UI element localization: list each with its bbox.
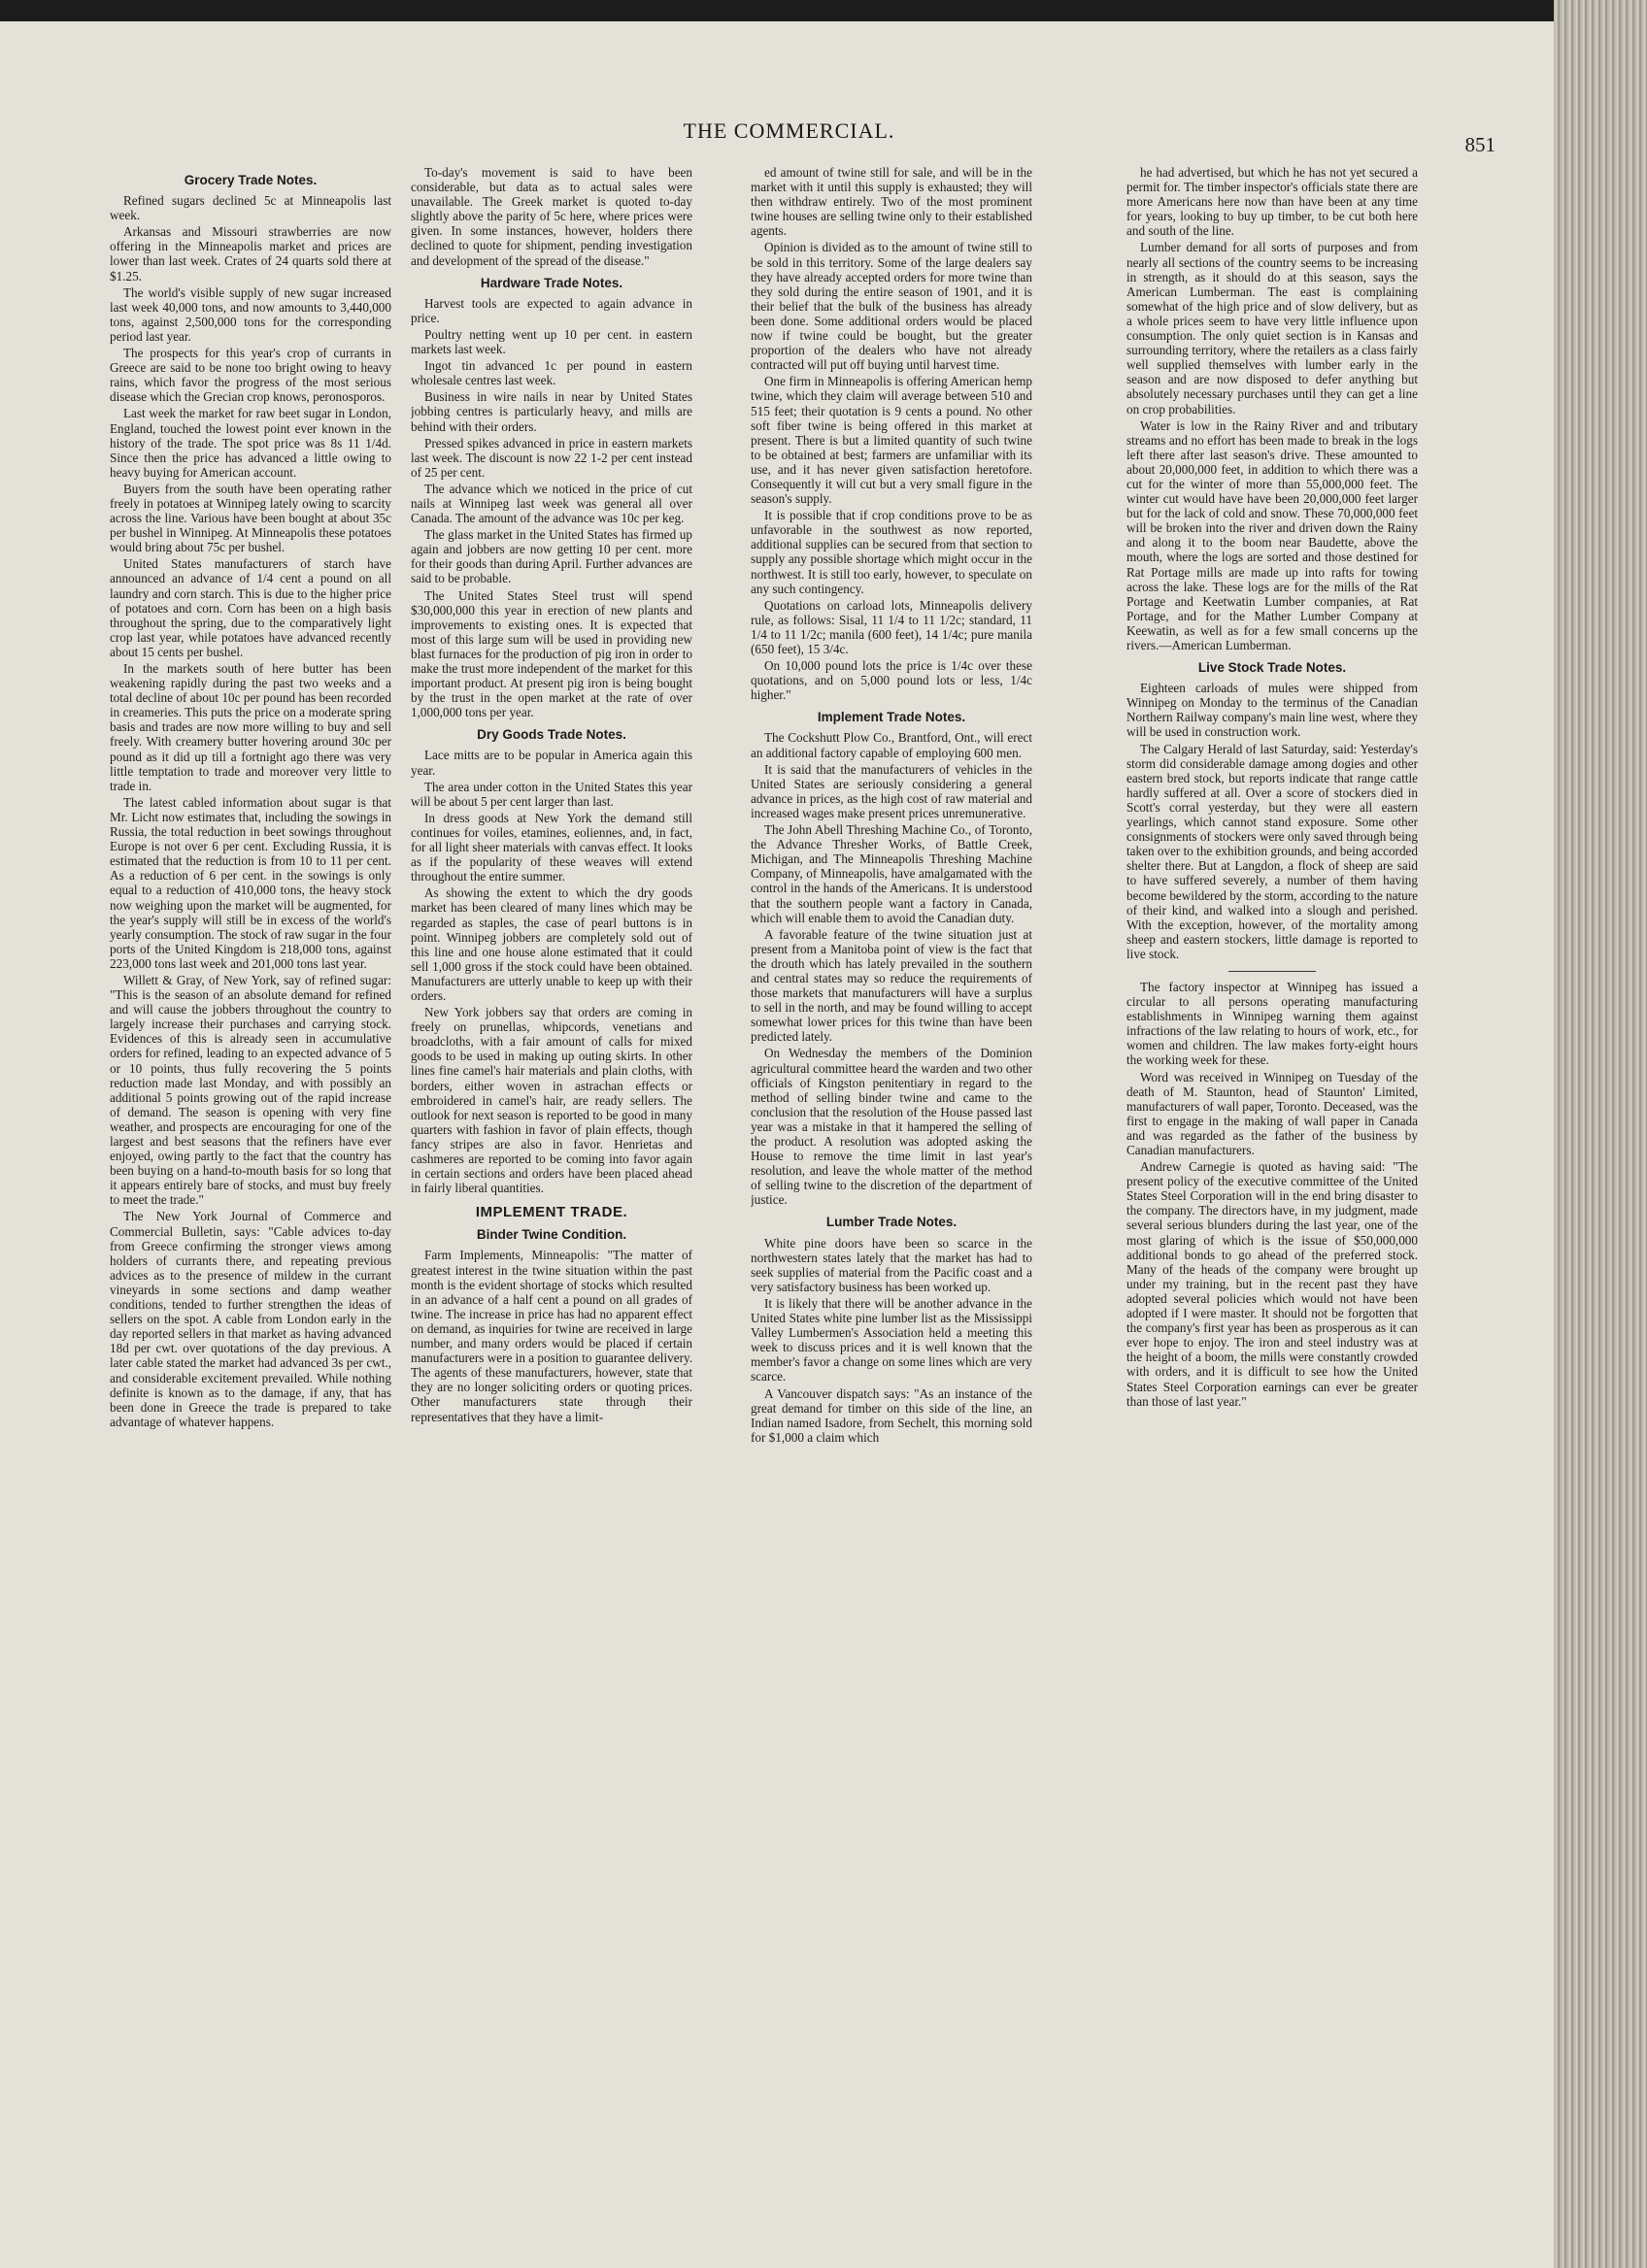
article-paragraph: Lumber demand for all sorts of purposes and from nearly all sections of the country seems to be increasing in strength, as it should do at this season, says the American Lumberman. The east is complaining somewhat of the high price and of slow delivery, but as a whole prices seem to have very little influence upon consumption. The only quiet section is in Kansas and surrounding territory, where the retailers as a class fairly well supplied themselves with lumber early in the season and are now disposed to defer anything but absolutely necessary purchases until they can get a line on crop probabilities. <box>1126 240 1418 417</box>
article-paragraph: ed amount of twine still for sale, and will be in the market with it until this supply is exhausted; they will then withdraw entirely. Two of the most prominent twine houses are selling twine only to their established agents. <box>751 165 1032 239</box>
article-paragraph: Buyers from the south have been operating rather freely in potatoes at Winnipeg lately owing to scarcity across the line. Various have been bought at about 35c per bushel in Winnipeg. At Minneapolis these potatoes would bring about 75c per bushel. <box>110 481 391 555</box>
article-paragraph: Word was received in Winnipeg on Tuesday of the death of M. Staunton, head of Staunton' Limited, manufacturers of wall paper, Toronto. Deceased, was the first to engage in the making of wall paper in Canada and was regarded as the father of the business by Canadian manufacturers. <box>1126 1069 1418 1157</box>
article-paragraph: Pressed spikes advanced in price in eastern markets last week. The discount is now 22 1-2 per cent instead of 25 per cent. <box>411 435 692 480</box>
article-paragraph: To-day's movement is said to have been considerable, but data as to actual sales were unavailable. The Greek market is quoted to-day slightly above the parity of 5c here, where prices were given. In some instances, however, holders there declined to quote for shipment, pending investigation and development of the spread of the disease." <box>411 165 692 268</box>
article-paragraph: On Wednesday the members of the Dominion agricultural committee heard the warden and two other officials of Kingston penitentiary in regard to the method of selling binder twine and came to the conclusion that the resolution of the House passed last year was a mistake in that it hampered the selling of the product. A resolution was adopted asking the House to remove the time limit in last year's resolution, and leave the whole matter of the method of selling twine to the discretion of the department of justice. <box>751 1046 1032 1208</box>
article-paragraph: Ingot tin advanced 1c per pound in eastern wholesale centres last week. <box>411 358 692 388</box>
article-paragraph: The area under cotton in the United States this year will be about 5 per cent larger than last. <box>411 779 692 809</box>
article-paragraph: The glass market in the United States has firmed up again and jobbers are now getting 10 per cent. more for their goods than during April. Further advances are said to be probable. <box>411 527 692 586</box>
section-divider <box>1228 971 1316 972</box>
article-paragraph: Eighteen carloads of mules were shipped from Winnipeg on Monday to the terminus of the Canadian Northern Railway company's main line west, where they will be used in construction work. <box>1126 681 1418 740</box>
book-page-edge <box>1554 0 1647 2268</box>
article-paragraph: Andrew Carnegie is quoted as having said: "The present policy of the executive committee of the United States Steel Corporation will in the end bring disaster to the company. The directors have, in my judgment, made several serious blunders during the last year, one of the most glaring of which is the issue of $50,000,000 additional bonds to go ahead of the preferred stock. Many of the heads of the company were brought up under my training, but in the recent past they have adopted several policies which would not have been adopted if I were master. It should not be forgotten that the company's first year has been as prosperous as it can ever hope to enjoy. The iron and steel industry was at the height of a boom, the mills were constantly crowded with orders, and it is difficult to see how the United States Steel Corporation earnings can ever be greater than those of last year." <box>1126 1159 1418 1409</box>
column-3 <box>751 165 1032 2262</box>
article-paragraph: New York jobbers say that orders are coming in freely on prunellas, whipcords, venetians and broadcloths, with a fair amount of calls for mixed goods to be used in making up outing skirts. In other lines fine camel's hair materials and plain cloths, with borders, either woven in astrachan effects or embroidered in camel's hair, are ready sellers. The outlook for next season is reported to be good in many quarters with fashion in favor of plain effects, though fancy stripes are also in favor. Henrietas and cashmeres are reported to be coming into favor again in certain sections and orders have been placed ahead in fairly liberal quantities. <box>411 1005 692 1196</box>
article-paragraph: It is likely that there will be another advance in the United States white pine lumber list as the Mississippi Valley Lumbermen's Association held a meeting this week to discuss prices and it is well known that the member's favor a change on some lines which are very scarce. <box>751 1295 1032 1384</box>
article-paragraph: It is said that the manufacturers of vehicles in the United States are seriously considering a general advance in prices, as the high cost of raw material and increased wages make present prices unremunerative. <box>751 761 1032 820</box>
page-number: 851 <box>1464 133 1496 156</box>
section-heading: Grocery Trade Notes. <box>184 173 318 187</box>
article-paragraph: Willett & Gray, of New York, say of refined sugar: "This is the season of an absolute demand for refined and will cause the jobbers throughout the country to largely increase their purchases and carrying stock. Evidences of this is already seen in accumulative orders for refined, leading to an expected advance of 5 or 10 points, thus fully recovering the 5 points reduction made last Monday, and with possibly an additional 5 points growing out of the rapid increase of demand. The season is opening with very fine weather, and prospects are encouraging for one of the largest and best seasons that the refiners have ever enjoyed, owing partly to the fact that the country has been buying on a hand-to-mouth basis for so long that it appears entirely bare of stocks, and must buy freely to meet the trade." <box>110 972 391 1208</box>
article-paragraph: he had advertised, but which he has not yet secured a permit for. The timber inspector's officials state there are more Americans here now than have been at any time for years, looking to buy up timber, to be cut both here and south of the line. <box>1126 165 1418 239</box>
article-paragraph: The advance which we noticed in the price of cut nails at Winnipeg last week was general all over Canada. The amount of the advance was 10c per keg. <box>411 481 692 526</box>
article-paragraph: In dress goods at New York the demand still continues for voiles, etamines, eoliennes, and, in fact, for all light sheer materials with canvas effect. It looks as if the popularity of these weaves will extend throughout the entire summer. <box>411 810 692 884</box>
article-paragraph: The prospects for this year's crop of currants in Greece are said to be none too bright owing to heavy rains, which favor the progress of the most serious disease which the Grecian crop knows, peronosporos. <box>110 346 391 405</box>
article-paragraph: Last week the market for raw beet sugar in London, England, touched the lowest point ever known in the history of the trade. The spot price was 8s 11 1/4d. Since then the price has advanced a little owing to heavy buying for American account. <box>110 406 391 480</box>
section-heading: Lumber Trade Notes. <box>825 1215 958 1230</box>
article-paragraph: One firm in Minneapolis is offering American hemp twine, which they claim will average between 510 and 515 feet; their quotation is 9 cents a pound. No other soft fiber twine is being offered in this market at present. There is but a limited quantity of such twine to be obtained at best; farmers are unfamiliar with its use, and it has never given satisfaction heretofore. Consequently it will cut but a very small figure in the season's supply. <box>751 374 1032 507</box>
article-paragraph: Farm Implements, Minneapolis: "The matter of greatest interest in the twine situation within the past month is the evident shortage of stocks which resulted in an advance of a half cent a pound on all grades of twine. The increase in price has had no apparent effect on demand, as inquiries for twine are received in large number, and many orders would be placed if certain manufacturers were in a position to guarantee delivery. The agents of these manufacturers, however, state that they are no longer soliciting orders or quoting prices. Other manufacturers state through their representatives that they have a limit- <box>411 1248 692 1424</box>
section-heading: Implement Trade Notes. <box>817 710 966 725</box>
article-paragraph: A favorable feature of the twine situation just at present from a Manitoba point of view is the fact that the drouth which has lately prevailed in the southern and central states may so reduce the requirements of those markets that manufacturers will have a surplus to sell in the north, and may be found willing to accept somewhat lower prices for this twine than have been predicted lately. <box>751 926 1032 1045</box>
column-1 <box>110 165 391 2262</box>
article-paragraph: Arkansas and Missouri strawberries are now offering in the Minneapolis market and prices are lower than last week. Crates of 24 quarts sold there at $1.25. <box>110 224 391 284</box>
newspaper-page <box>0 21 1578 2268</box>
article-paragraph: The John Abell Threshing Machine Co., of Toronto, the Advance Thresher Works, of Battle Creek, Michigan, and The Minneapolis Threshing Machine Company, of Minneapolis, have amalgamated with the control in the hands of the Americans. It is understood that the southern people want a factory in Canada, which will enable them to avoid the Canadian duty. <box>751 822 1032 925</box>
article-paragraph: The factory inspector at Winnipeg has issued a circular to all persons operating manufacturing establishments in Winnipeg warning them against infractions of the law relating to hours of work, etc., for women and children. The law makes forty-eight hours the working week for these. <box>1126 979 1418 1068</box>
article-paragraph: The Cockshutt Plow Co., Brantford, Ont., will erect an additional factory capable of employing 600 men. <box>751 730 1032 760</box>
article-paragraph: Opinion is divided as to the amount of twine still to be sold in this territory. Some of the large dealers say they have already accepted orders for more twine than they sold during the entire season of 1901, and it is their belief that the bulk of the business has already been done. Some additional orders would be placed now if twine could be bought, but the greater proportion of the dealers who have not already contracted will put off buying until harvest time. <box>751 240 1032 373</box>
section-heading: Binder Twine Condition. <box>476 1227 627 1243</box>
column-4 <box>1126 165 1418 2262</box>
article-paragraph: The Calgary Herald of last Saturday, said: Yesterday's storm did considerable damage among dogies and other eastern bred stock, but reports indicate that range cattle hardly suffered at all. Over a score of stockers died in Scott's corral yesterday, but they were all eastern yearlings, which cannot stand exposure. Some other consignments of stockers were only saved through being taken over to the exhibition grounds, and being accorded shelter there. But at Langdon, a flock of sheep are said to have suffered severely, a number of them having become bewildered by the storm, according to the nature of their kind, and walked into a slough and perished. With the exception, however, of the mortality among sheep and eastern stockers, little damage is reported to live stock. <box>1126 741 1418 961</box>
article-paragraph: Refined sugars declined 5c at Minneapolis last week. <box>110 193 391 223</box>
article-paragraph: As showing the extent to which the dry goods market has been cleared of many lines which may be regarded as staples, the case of pearl buttons is in point. Winnipeg jobbers are completely sold out of this line and one house alone estimated that it could sell 1,000 gross if the stock could have been obtained. Manufacturers are utterly unable to keep up with their orders. <box>411 885 692 1003</box>
article-paragraph: Harvest tools are expected to again advance in price. <box>411 295 692 325</box>
section-heading: Dry Goods Trade Notes. <box>477 727 626 743</box>
article-paragraph: Lace mitts are to be popular in America again this year. <box>411 748 692 778</box>
article-paragraph: The world's visible supply of new sugar increased last week 40,000 tons, and now amounts to 3,440,000 tons, against 2,500,000 tons for the corresponding period last year. <box>110 284 391 344</box>
article-paragraph: It is possible that if crop conditions prove to be as unfavorable in the southwest as now reported, additional supplies can be secured from that section to supply any possible shortage which might occur in the northwest. It is still too early, however, to speculate on any such contingency. <box>751 508 1032 596</box>
article-paragraph: Quotations on carload lots, Minneapolis delivery rule, as follows: Sisal, 11 1/4 to 11 1/2c; standard, 11 1/4 to 11 1/2c; manila (600 feet), 14 1/4c; pure manila (650 feet), 15 3/4c. <box>751 597 1032 656</box>
section-heading: Hardware Trade Notes. <box>480 275 623 290</box>
article-paragraph: Water is low in the Rainy River and and tributary streams and no effort has been made to break in the logs left there after last season's drive. These amounted to about 20,000,000 feet, in addition to which there was a cut for the winter of more than 55,000,000 feet. The winter cut would have have been 20,000,000 feet larger but for the lack of cold and snow. These 70,000,000 feet will be broken into the river and driven down the Rainy and along it to the boom near Baudette, above the mouth, where the logs are sorted and those destined for Rat Portage mills are made up into rafts for towing across the lake. These logs are for the mills of the Rat Portage and Keetwatin Lumber companies, at Rat Portage, and for the Mather Lumber Company at Keewatin, as well as for a few small concerns up the rivers.—American Lumberman. <box>1126 417 1418 652</box>
column-2 <box>411 165 692 2262</box>
article-paragraph: The New York Journal of Commerce and Commercial Bulletin, says: "Cable advices to-day from Greece confirming the stronger views among holders of currants there, and repeating previous advices as to the presence of mildew in the currant vineyards in some sections and damp weather conditions, tended to further strengthen the ideas of sellers on the spot. A cable from London early in the day reported sellers in that market as having advanced 18d per cwt. over quotations of the day previous. A later cable stated the market had advanced 3s per cwt., and considerable excitement prevailed. While nothing definite is known as to the damage, if any, that has been done in Greece the trade is prepared to take advantage of whatever happens. <box>110 1209 391 1429</box>
article-paragraph: Business in wire nails in near by United States jobbing centres is particularly heavy, and mills are behind with their orders. <box>411 389 692 434</box>
article-paragraph: United States manufacturers of starch have announced an advance of 1/4 cent a pound on all laundry and corn starch. This is due to the higher price of potatoes and corn. Corn has been on a high basis throughout the spring, due to the comparatively light crop last year, while potatoes have advanced recently about 15 cents per bushel. <box>110 556 391 659</box>
masthead-title: THE COMMERCIAL. <box>683 118 895 143</box>
article-paragraph: The latest cabled information about sugar is that Mr. Licht now estimates that, including the sowings in Russia, the total reduction in beet sowings throughout Europe is not over 6 per cent. Excluding Russia, it is estimated that the reduction is from 10 to 11 per cent. As a reduction of 6 per cent. in the sowings is only equal to a reduction of 410,000 tons, the heavy stock now weighing upon the market will be augmented, for the year's supply will still be in excess of the world's yearly consumption. The stock of raw sugar in the four ports of the United Kingdom is 218,000 tons, against 223,000 tons last week and 201,000 tons last year. <box>110 794 391 971</box>
article-paragraph: Poultry netting went up 10 per cent. in eastern markets last week. <box>411 326 692 357</box>
article-paragraph: The United States Steel trust will spend $30,000,000 this year in erection of new plants and improvements to existing ones. It is expected that most of this large sum will be used in providing new blast furnaces for the production of pig iron in order to make the trust more independent of the market for this important product. At present pig iron is being bought by the trust in the open market at the rate of over 1,000,000 tons per year. <box>411 587 692 720</box>
department-heading: IMPLEMENT TRADE. <box>475 1204 628 1221</box>
article-paragraph: In the markets south of here butter has been weakening rapidly during the past two weeks and a total decline of about 10c per pound has been recorded in creameries. This puts the price on a moderate spring basis and trades are now more willing to buy and sell freely. With creamery butter hovering around 30c per pound as it did up till a fortnight ago there was very little temptation to trade and moreover very little to trade in. <box>110 661 391 793</box>
section-heading: Live Stock Trade Notes. <box>1197 660 1347 676</box>
article-paragraph: A Vancouver dispatch says: "As an instance of the great demand for timber on this side of the line, an Indian named Isadore, from Sechelt, this morning sold for $1,000 a claim which <box>751 1385 1032 1445</box>
article-paragraph: On 10,000 pound lots the price is 1/4c over these quotations, and on 5,000 pound lots or less, 1/4c higher." <box>751 658 1032 703</box>
article-paragraph: White pine doors have been so scarce in the northwestern states lately that the market has had to seek supplies of material from the Pacific coast and a very satisfactory business has been worked up. <box>751 1235 1032 1294</box>
